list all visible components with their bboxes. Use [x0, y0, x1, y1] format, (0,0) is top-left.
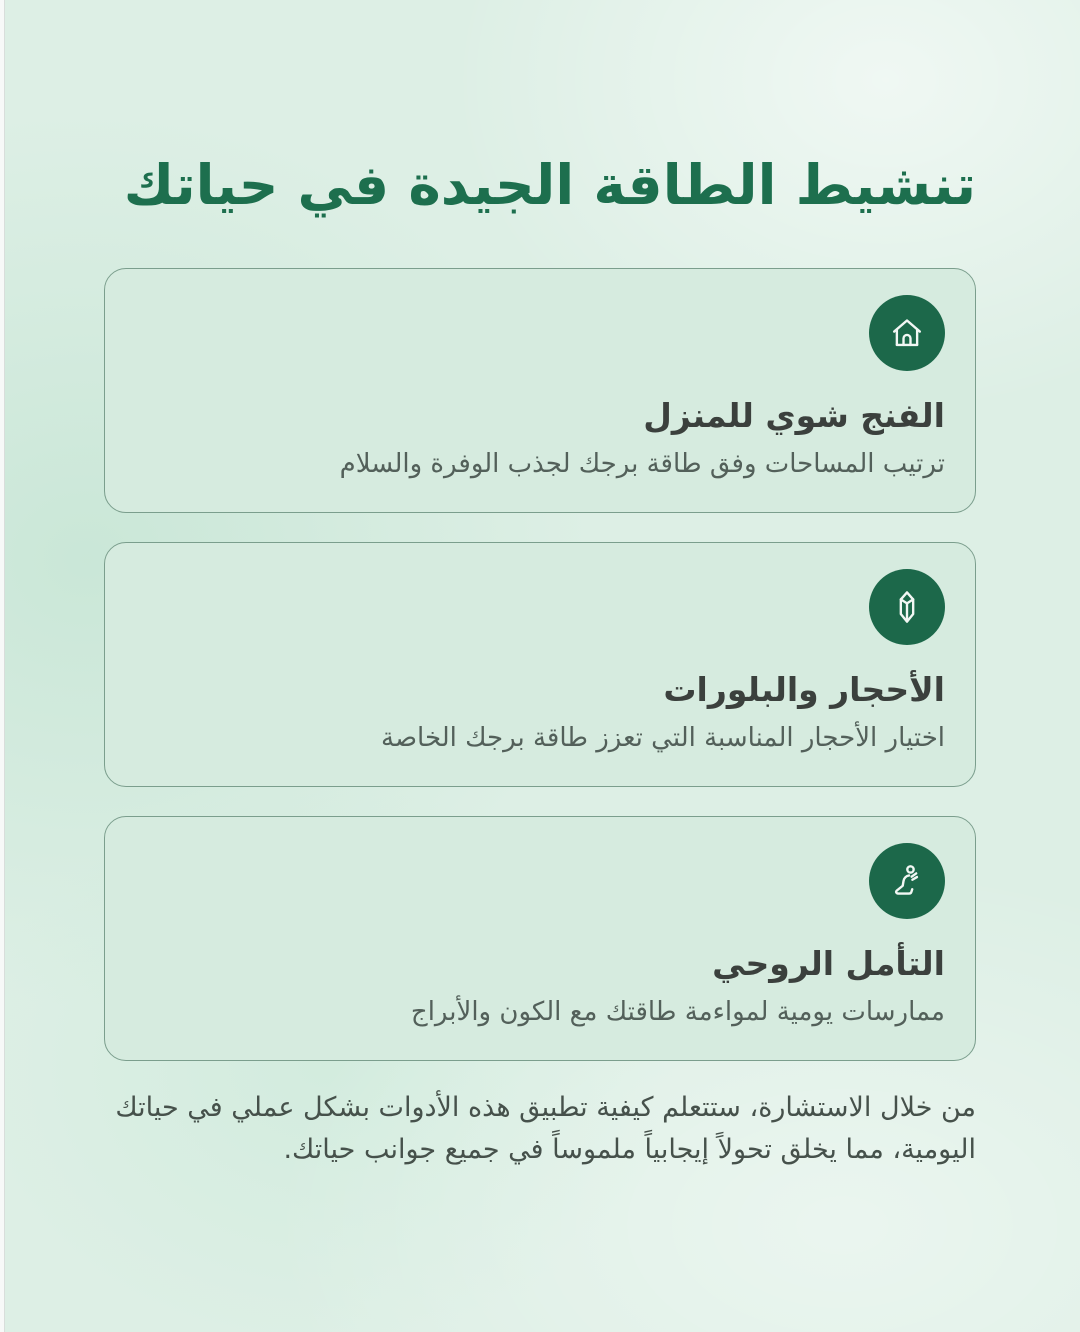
- card-text: [381, 670, 945, 755]
- home-icon: [888, 314, 926, 352]
- footer-paragraph: من خلال الاستشارة، ستتعلم كيفية تطبيق هذه الأدوات بشكل عملي في حياتك اليومية، مما يخلق تحولاً إيجابياً ملموساً في جميع جوانب حياتك.: [115, 1091, 976, 1166]
- icon-badge: [869, 295, 945, 371]
- card-title: الفنج شوي للمنزل: [643, 396, 945, 436]
- crystal-icon: [888, 588, 926, 626]
- card-description: ترتيب المساحات وفق طاقة برجك لجذب الوفرة والسلام: [339, 448, 945, 479]
- card-feng-shui: [104, 268, 976, 513]
- praying-person-icon: [888, 862, 926, 900]
- card-title: التأمل الروحي: [712, 944, 945, 984]
- page-title: تنشيط الطاقة الجيدة في حياتك: [123, 153, 976, 217]
- icon-badge: [869, 569, 945, 645]
- icon-badge: [869, 843, 945, 919]
- card-crystals: [104, 542, 976, 787]
- card-meditation: [104, 816, 976, 1061]
- card-text: [340, 396, 945, 481]
- card-text: [411, 944, 945, 1029]
- card-description: اختيار الأحجار المناسبة التي تعزز طاقة برجك الخاصة: [381, 722, 945, 753]
- card-description: ممارسات يومية لمواءمة طاقتك مع الكون والأبراج: [410, 996, 945, 1027]
- card-title: الأحجار والبلورات: [663, 670, 945, 710]
- feature-cards-list: [104, 268, 976, 1061]
